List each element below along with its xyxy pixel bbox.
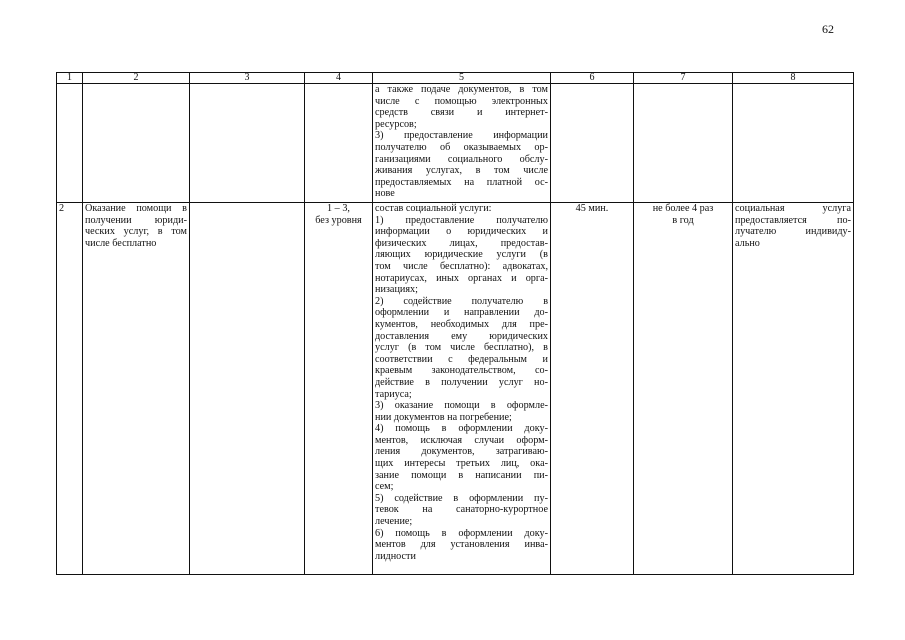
text-line: кументов, необходимых для пре- <box>375 318 548 330</box>
text-line: ально <box>735 237 760 249</box>
text-line: ганизациями социального обслу- <box>375 153 548 165</box>
text-line: в год <box>672 214 694 226</box>
text-line: 5) содействие в оформлении пу- <box>375 492 548 504</box>
text-line: услуг (в том числе бесплатно), в <box>375 342 548 354</box>
cell-empty <box>551 84 634 203</box>
text-line: сем; <box>375 481 394 493</box>
text-line: действие в получении услуг но- <box>375 376 548 388</box>
frequency-cell <box>305 203 373 575</box>
text-line: лечение; <box>375 516 413 528</box>
cell-empty <box>83 84 190 203</box>
text-line: не более 4 раз <box>652 203 714 214</box>
cell-empty <box>634 84 733 203</box>
text-line: нове <box>375 188 395 200</box>
text-line: щих интересы третьих лиц, ока- <box>375 458 548 470</box>
text-line: ресурсов; <box>375 118 417 130</box>
header-col-3: 3 <box>190 73 305 84</box>
text-line: предоставляется по- <box>735 214 851 226</box>
text-line: получателю об оказываемых ор- <box>375 141 548 153</box>
text-line: 3) оказание помощи в оформле- <box>375 400 548 412</box>
text-line: тевок на санаторно-курортное <box>375 504 548 516</box>
text-line: нотариусах, иных органах и орга- <box>375 272 548 284</box>
text-line: 3) предоставление информации <box>375 130 548 142</box>
text-line: 2) содействие получателю в <box>375 295 548 307</box>
text-line: без уровня <box>315 214 362 226</box>
time-norm-cell: 45 мин. <box>551 203 634 575</box>
table-row-continuation <box>57 84 854 203</box>
text-line: предоставляемых на платной ос- <box>375 176 548 188</box>
text-line: ляющих юридические услуги (в <box>375 249 548 261</box>
text-line: зание помощи в написании пи- <box>375 469 548 481</box>
text-line: 1) предоставление получателю <box>375 214 548 226</box>
periodicity-cell <box>634 203 733 575</box>
text-line: числе с помощью электронных <box>375 95 548 107</box>
conditions-cell <box>733 203 854 575</box>
service-name-cell <box>83 203 190 575</box>
text-line: том числе бесплатно): адвокатах, <box>375 260 548 272</box>
text-line: оформлении и направлении до- <box>375 307 548 319</box>
text-line: числе бесплатно <box>85 237 157 249</box>
text-line: получении юриди- <box>85 214 187 226</box>
text-line: соответствии с федеральным и <box>375 353 548 365</box>
page-number: 62 <box>822 22 834 36</box>
services-table <box>56 72 854 575</box>
text-line: средств связи и интернет- <box>375 107 548 119</box>
text-line: нии документов на погребение; <box>375 411 512 423</box>
row-number-cell: 2 <box>57 203 83 575</box>
header-col-6: 6 <box>551 73 634 84</box>
text-line: информации о юридических и <box>375 226 548 238</box>
text-line: 1 – 3, <box>327 203 350 214</box>
text-line: физических лицах, предостав- <box>375 237 548 249</box>
text-line: доставления ему юридических <box>375 330 548 342</box>
header-col-7: 7 <box>634 73 733 84</box>
cell-empty <box>305 84 373 203</box>
text-line: ления документов, затрагиваю- <box>375 446 548 458</box>
text-line: живания услугах, в том числе <box>375 165 548 177</box>
table-row-2 <box>57 203 854 575</box>
text-line: краевым законодательством, со- <box>375 365 548 377</box>
text-line: ментов для установления инва- <box>375 539 548 551</box>
header-col-4: 4 <box>305 73 373 84</box>
text-line: 4) помощь в оформлении доку- <box>375 423 548 435</box>
cell-empty <box>190 84 305 203</box>
text-line: низациях; <box>375 284 418 296</box>
header-col-5: 5 <box>373 73 551 84</box>
header-col-8: 8 <box>733 73 854 84</box>
text-line: Оказание помощи в <box>85 203 187 214</box>
text-line: лидности <box>375 550 416 562</box>
text-line: ментов, исключая случаи оформ- <box>375 434 548 446</box>
text-line: тариуса; <box>375 388 412 400</box>
text-line: ческих услуг, в том <box>85 226 187 238</box>
text-line: 6) помощь в оформлении доку- <box>375 527 548 539</box>
text-line: состав социальной услуги: <box>375 203 492 214</box>
header-col-2: 2 <box>83 73 190 84</box>
text-line: социальная услуга <box>735 203 851 214</box>
table-header-row <box>57 73 854 84</box>
continuation-content-cell <box>373 84 551 203</box>
service-content-cell <box>373 203 551 575</box>
cell-empty <box>190 203 305 575</box>
text-line: а также подаче документов, в том <box>375 84 548 95</box>
cell-empty <box>733 84 854 203</box>
header-col-1: 1 <box>57 73 83 84</box>
cell-empty <box>57 84 83 203</box>
text-line: лучателю индивиду- <box>735 226 851 238</box>
